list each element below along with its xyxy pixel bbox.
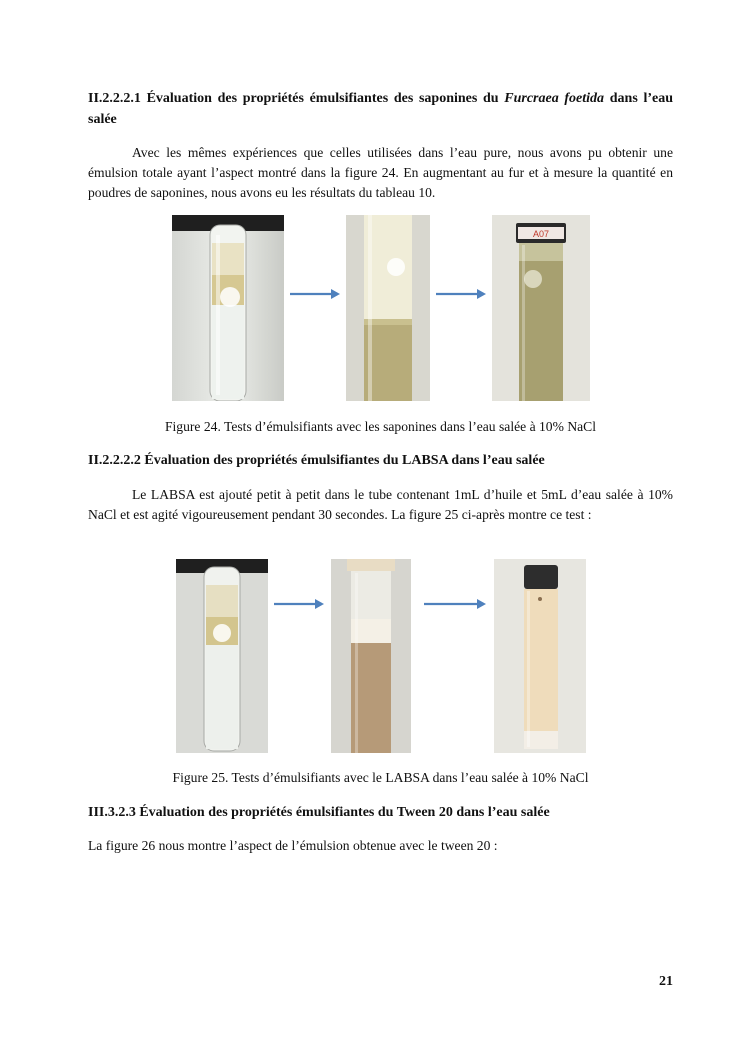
arrow-right-icon [274, 597, 324, 611]
section-heading-saponines [88, 88, 673, 130]
photo-tube-emulsion-partial [346, 215, 430, 401]
photo-tube-emulsion-total [492, 215, 590, 401]
arrow-right-icon [424, 597, 486, 611]
paragraph-saponines: Avec les mêmes expériences que celles utilisées dans l’eau pure, nous avons pu obtenir une émulsion totale ayant l’aspect montré dans la figure 24. En augmentant au fur et à mesure la quantité en poudres de saponines, nous avons eu les résultats du tableau 10. [88, 145, 673, 200]
photo-tube-cream-emulsion [494, 559, 586, 753]
figure-25-caption: Figure 25. Tests d’émulsifiants avec le LABSA dans l’eau salée à 10% NaCl [172, 770, 589, 785]
tube-label: A07 [532, 229, 550, 239]
photo-tube-clear [176, 559, 268, 753]
paragraph-labsa: Le LABSA est ajouté petit à petit dans le tube contenant 1mL d’huile et 5mL d’eau salée à 10% NaCl et est agité vigoureusement pendant 30 secondes. La figure 25 ci-après montre ce test : [88, 487, 673, 522]
section-heading-labsa: II.2.2.2.2 Évaluation des propriétés émulsifiantes du LABSA dans l’eau salée [88, 453, 545, 468]
photo-tube-foam [331, 559, 411, 753]
heading-text-end: dans l’eau salée [88, 91, 673, 127]
arrow-right-icon [290, 287, 340, 301]
page-number: 21 [659, 974, 673, 989]
species-name: Furcraea foetida [504, 91, 605, 106]
figure-24-caption: Figure 24. Tests d’émulsifiants avec les saponines dans l’eau salée à 10% NaCl [164, 419, 597, 434]
photo-tube-clear [172, 215, 284, 401]
arrow-right-icon [436, 287, 486, 301]
paragraph-tween20: La figure 26 nous montre l’aspect de l’émulsion obtenue avec le tween 20 : [88, 838, 498, 853]
section-heading-tween20: III.3.2.3 Évaluation des propriétés émulsifiantes du Tween 20 dans l’eau salée [88, 805, 550, 820]
heading-text: II.2.2.2.1 Évaluation des propriétés émulsifiantes des saponines du [88, 91, 505, 106]
